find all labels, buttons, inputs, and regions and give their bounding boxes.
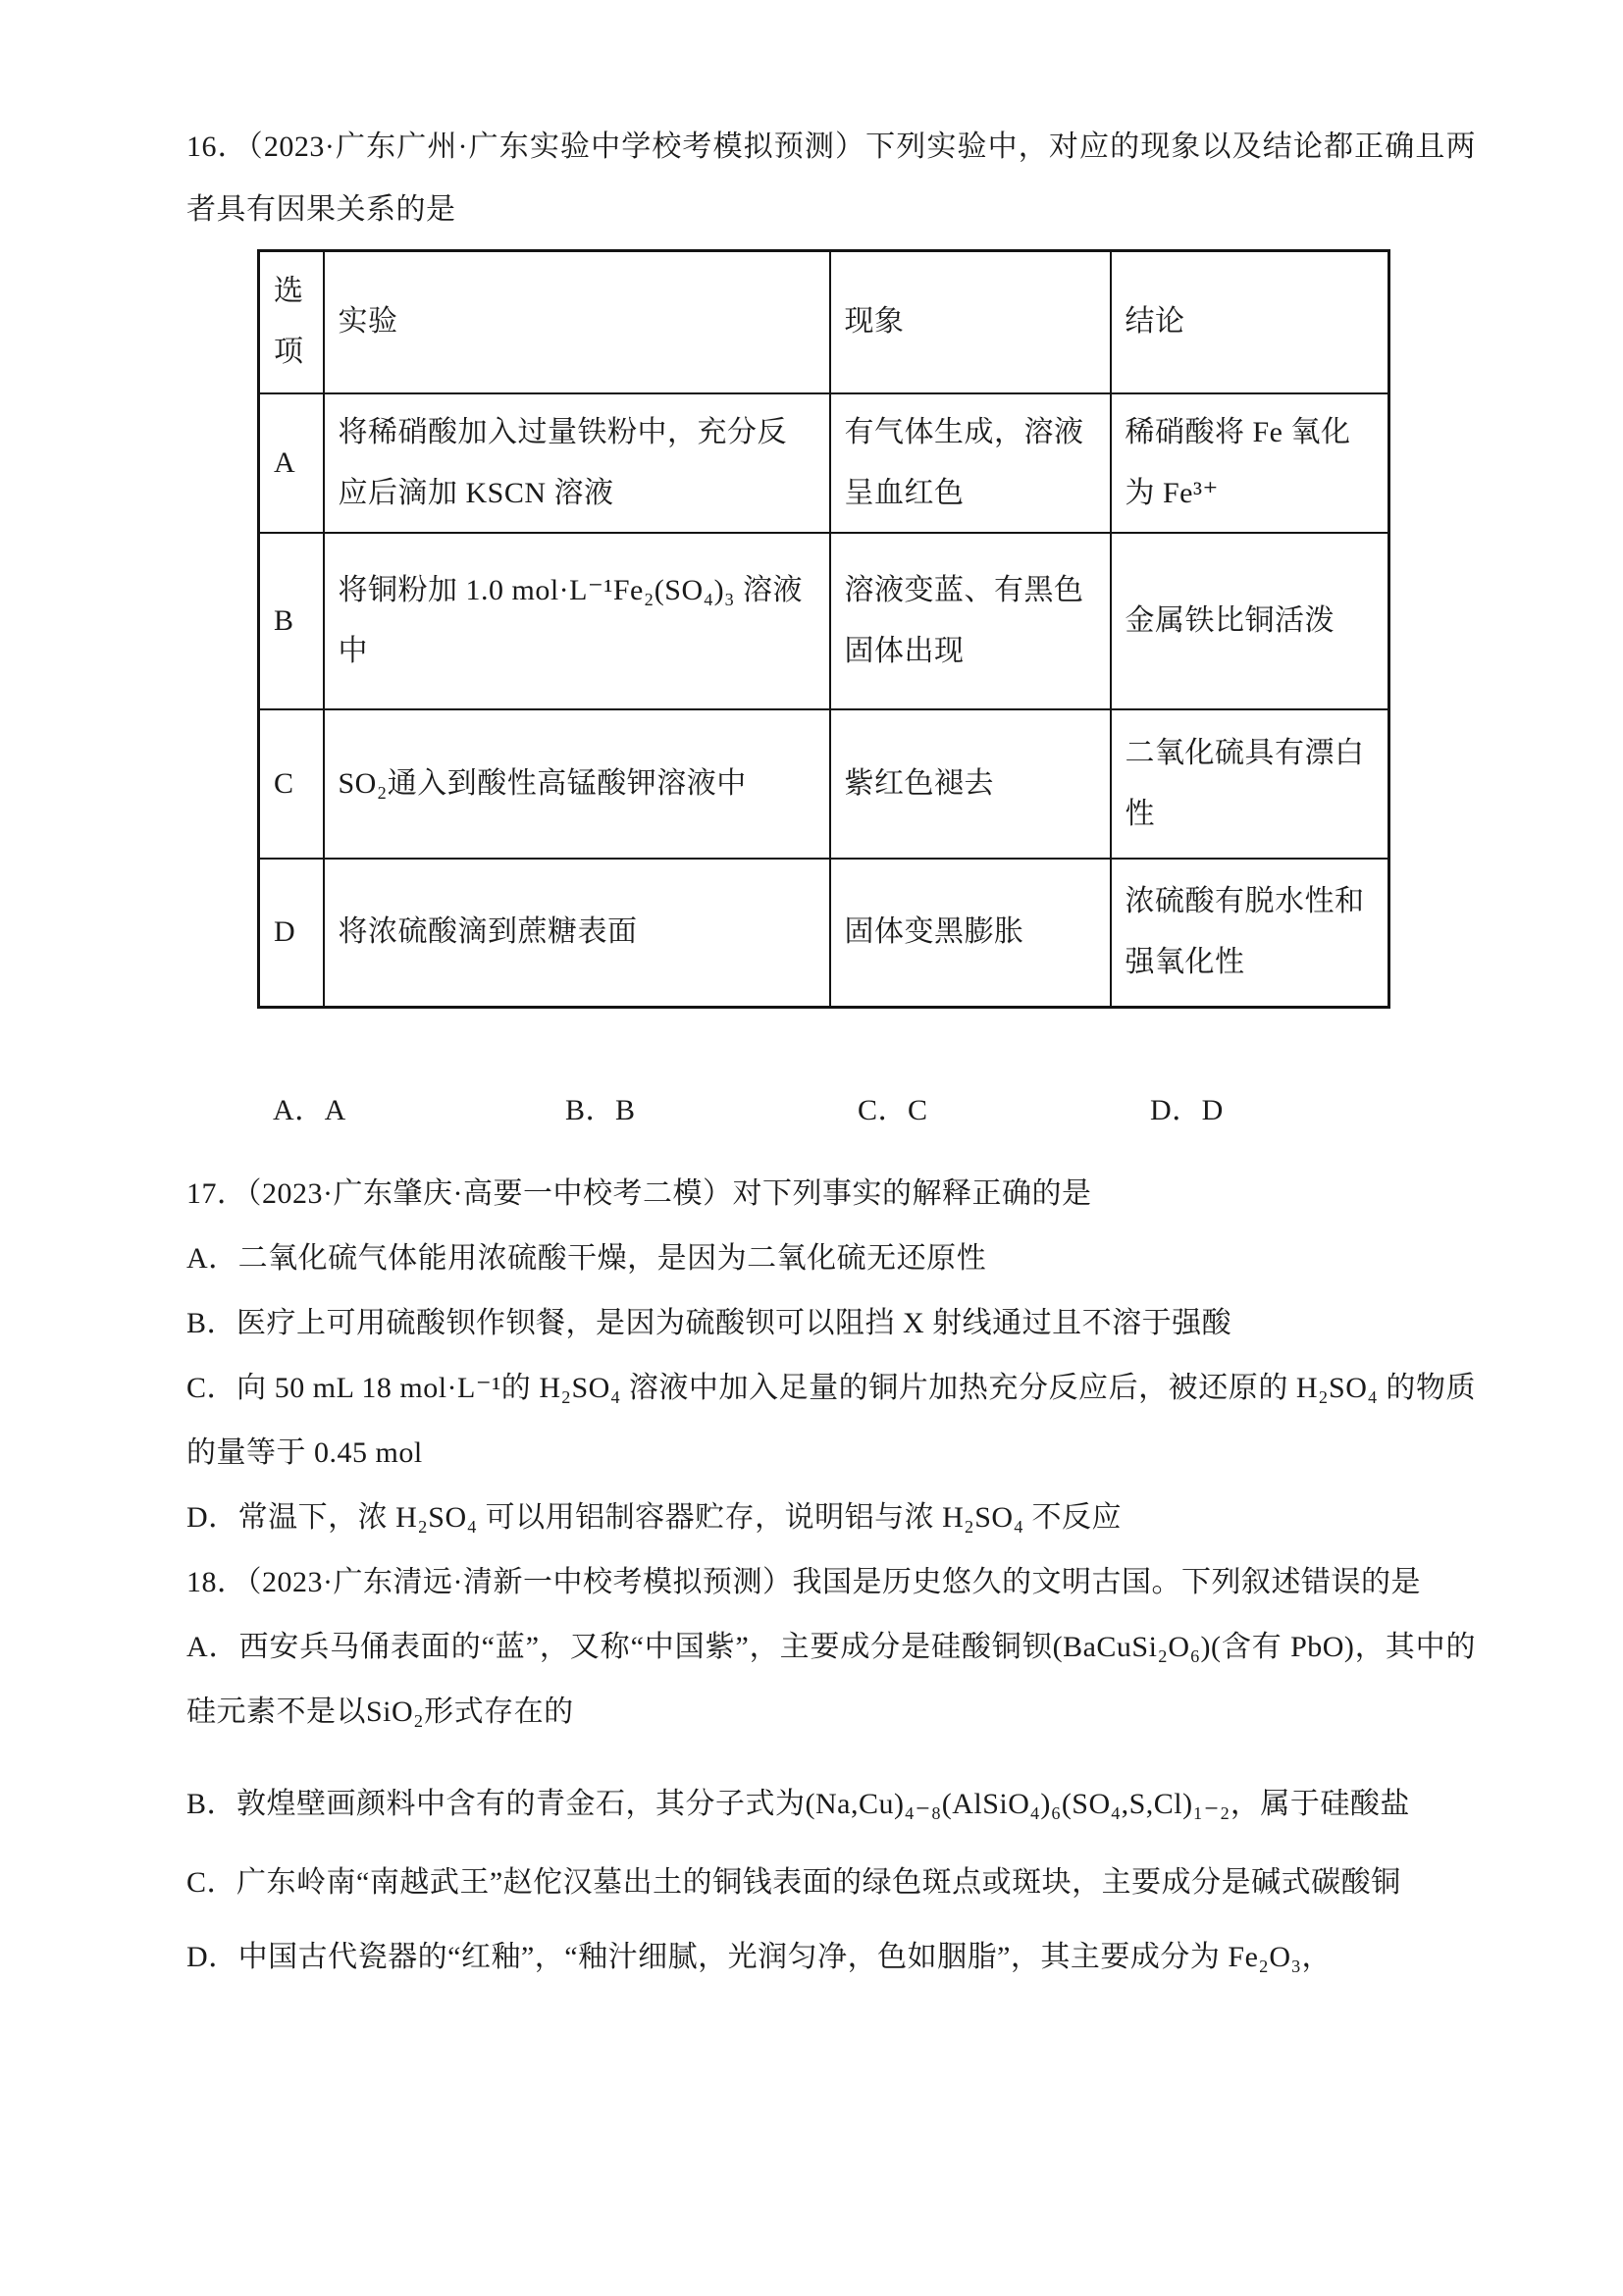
col-header-experiment: 实验	[324, 251, 830, 393]
choice-a: A．A	[273, 1094, 346, 1126]
question-17-option-a: A．二氧化硫气体能用浓硫酸干燥，是因为二氧化硫无还原性	[186, 1242, 987, 1275]
cell-phenomenon-a: 有气体生成，溶液呈血红色	[830, 393, 1111, 533]
cell-option-d: D	[259, 859, 324, 1008]
table-row-c	[259, 709, 1389, 859]
question-17-stem: 17．（2023·广东肇庆·高要一中校考二模）对下列事实的解释正确的是	[186, 1177, 1092, 1210]
question-18-option-d: D．中国古代瓷器的“红釉”，“釉汁细腻，光润匀净，色如胭脂”，其主要成分为 Fe₂O₃，	[186, 1941, 1333, 1973]
choice-d: D．D	[1150, 1094, 1224, 1126]
cell-conclusion-c: 二氧化硫具有漂白性	[1111, 709, 1389, 859]
cell-option-a: A	[259, 393, 324, 533]
cell-experiment-b: 将铜粉加 1.0 mol·L⁻¹Fe₂(SO₄)₃ 溶液中	[324, 533, 830, 709]
cell-phenomenon-c: 紫红色褪去	[830, 709, 1111, 859]
choice-c: C．C	[858, 1094, 928, 1126]
question-18-option-b: B．敦煌壁画颜料中含有的青金石，其分子式为(Na,Cu)₄₋₈(AlSiO₄)₆(SO₄,S,Cl)₁₋₂，属于硅酸盐	[186, 1788, 1410, 1820]
cell-conclusion-b: 金属铁比铜活泼	[1111, 533, 1389, 709]
question-18	[186, 1550, 1476, 1990]
table-row-d	[259, 859, 1389, 1008]
choice-b: B．B	[565, 1094, 636, 1126]
question-17-option-c: C．向 50 mL 18 mol·L⁻¹的 H₂SO₄ 溶液中加入足量的铜片加热充分反应后，被还原的 H₂SO₄ 的物质的量等于 0.45 mol	[186, 1372, 1476, 1469]
question-17-option-d: D．常温下，浓 H₂SO₄ 可以用铝制容器贮存，说明铝与浓 H₂SO₄ 不反应	[186, 1501, 1123, 1534]
cell-phenomenon-d: 固体变黑膨胀	[830, 859, 1111, 1008]
cell-conclusion-a: 稀硝酸将 Fe 氧化为 Fe³⁺	[1111, 393, 1389, 533]
question-16	[186, 116, 1476, 1142]
cell-experiment-d: 将浓硫酸滴到蔗糖表面	[324, 859, 830, 1008]
col-header-phenomenon: 现象	[830, 251, 1111, 393]
cell-option-b: B	[259, 533, 324, 709]
question-17-option-b: B．医疗上可用硫酸钡作钡餐，是因为硫酸钡可以阻挡 X 射线通过且不溶于强酸	[186, 1307, 1232, 1339]
table-row-b	[259, 533, 1389, 709]
cell-phenomenon-b: 溶液变蓝、有黑色固体出现	[830, 533, 1111, 709]
table-row-a	[259, 393, 1389, 533]
cell-experiment-c: SO₂通入到酸性高锰酸钾溶液中	[324, 709, 830, 859]
question-18-option-a: A．西安兵马俑表面的“蓝”，又称“中国紫”，主要成分是硅酸铜钡(BaCuSi₂O₆)(含有 PbO)，其中的硅元素不是以SiO₂形式存在的	[186, 1631, 1476, 1728]
question-18-stem: 18．（2023·广东清远·清新一中校考模拟预测）我国是历史悠久的文明古国。下列叙述错误的是	[186, 1566, 1421, 1598]
cell-option-c: C	[259, 709, 324, 859]
question-16-answer-choices	[186, 1079, 1476, 1142]
col-header-option: 选项	[259, 251, 324, 393]
question-16-table	[257, 249, 1390, 1009]
cell-conclusion-d: 浓硫酸有脱水性和强氧化性	[1111, 859, 1389, 1008]
question-18-option-c: C．广东岭南“南越武王”赵佗汉墓出土的铜钱表面的绿色斑点或斑块，主要成分是碱式碳酸铜	[186, 1866, 1401, 1899]
col-header-conclusion: 结论	[1111, 251, 1389, 393]
cell-experiment-a: 将稀硝酸加入过量铁粉中，充分反应后滴加 KSCN 溶液	[324, 393, 830, 533]
table-header-row	[259, 251, 1389, 393]
question-17	[186, 1162, 1476, 1550]
question-16-stem: 16．（2023·广东广州·广东实验中学校考模拟预测）下列实验中，对应的现象以及结论都正确且两者具有因果关系的是	[186, 130, 1476, 226]
